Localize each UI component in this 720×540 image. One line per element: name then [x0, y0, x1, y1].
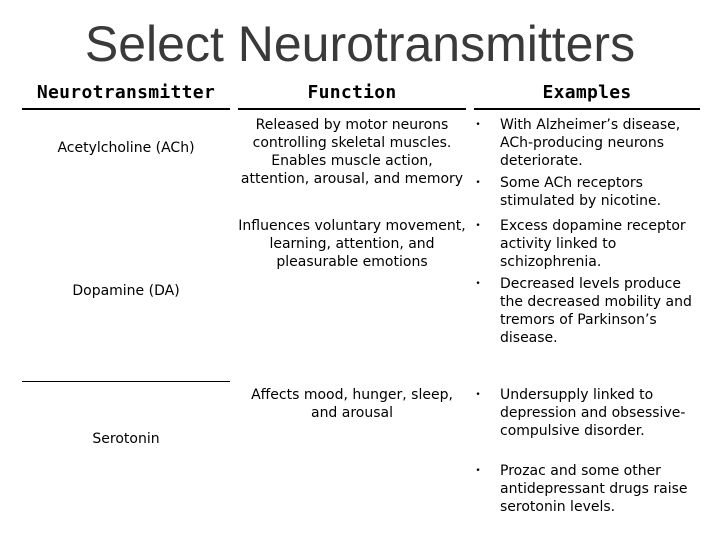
row-serotonin-example-1: Undersupply linked to depression and obsessive-compulsive disorder.	[500, 387, 686, 439]
header-divider-neurotransmitter	[22, 108, 230, 110]
header-divider-examples	[474, 108, 700, 110]
row-dopamine-example-2: Decreased levels produce the decreased mobility and tremors of Parkinson’s disease.	[500, 276, 692, 346]
header-function: Function	[307, 82, 397, 103]
row-serotonin-example-2: Prozac and some other antidepressant drugs raise serotonin levels.	[500, 463, 688, 515]
header-examples: Examples	[542, 82, 632, 103]
row-dopamine-example-1: Excess dopamine receptor activity linked to schizophrenia.	[500, 218, 686, 270]
bullet-icon: •	[475, 178, 481, 188]
row-acetylcholine-function: Released by motor neurons controlling skeletal muscles. Enables muscle action, attention, arousal, and memory	[240, 117, 464, 187]
page-title: Select Neurotransmitters	[84, 16, 636, 72]
bullet-icon: •	[475, 390, 481, 400]
header-neurotransmitter: Neurotransmitter	[36, 82, 216, 103]
bullet-icon: •	[475, 466, 481, 476]
row-acetylcholine-example-2: Some ACh receptors stimulated by nicotine.	[500, 175, 662, 209]
row-acetylcholine-name: Acetylcholine (ACh)	[57, 140, 195, 156]
row-serotonin-name: Serotonin	[92, 431, 160, 447]
bullet-icon: •	[475, 221, 481, 231]
row-serotonin-function: Affects mood, hunger, sleep, and arousal	[251, 387, 453, 421]
row-dopamine-name: Dopamine (DA)	[72, 283, 180, 299]
row-divider	[22, 381, 230, 382]
header-divider-function	[238, 108, 466, 110]
row-acetylcholine-example-1: With Alzheimer’s disease, ACh-producing neurons deteriorate.	[500, 117, 681, 169]
bullet-icon: •	[475, 120, 481, 130]
bullet-icon: •	[475, 279, 481, 289]
row-dopamine-function: Influences voluntary movement, learning, attention, and pleasurable emotions	[238, 218, 466, 270]
